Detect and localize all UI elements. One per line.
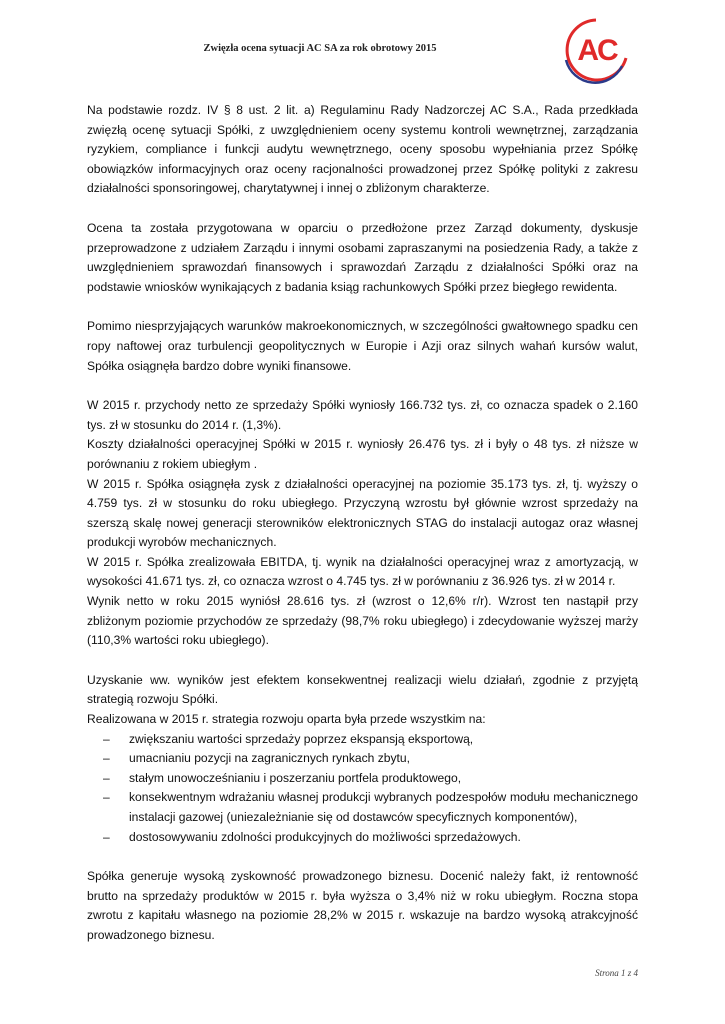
list-item (87, 788, 638, 827)
strategy-intro: Uzyskanie ww. wyników jest efektem konsekwentnej realizacji wielu działań, zgodnie z przyjętą strategią rozwoju Spółki. (87, 672, 638, 707)
header-title: Zwięzła ocena sytuacji AC SA za rok obrotowy 2015 (203, 43, 437, 54)
list-item-text: dostosowywaniu zdolności produkcyjnych do możliwości sprzedażowych. (129, 829, 521, 844)
list-item (87, 769, 638, 789)
result-net: Wynik netto w roku 2015 wyniósł 28.616 tys. zł (wzrost o 12,6% r/r). Wzrost ten nastąpił przy zbliżonym poziomie przychodów ze sprzedaży (98,7% roku ubiegłego) i zdecydowanie wyższej marży (110,3% wartości roku ubiegłego). (87, 594, 638, 648)
page-number: Strona 1 z 4 (595, 968, 638, 978)
result-revenue: W 2015 r. przychody netto ze sprzedaży Spółki wyniosły 166.732 tys. zł, co oznacza spadek o 2.160 tys. zł w stosunku do 2014 r. (1,3%). (87, 398, 638, 432)
bullet-marker: – (103, 829, 110, 844)
list-item-text: umacnianiu pozycji na zagranicznych rynkach zbytu, (129, 751, 410, 766)
strategy-lead: Realizowana w 2015 r. strategia rozwoju oparta była przede wszystkim na: (87, 712, 486, 727)
result-costs: Koszty działalności operacyjnej Spółki w 2015 r. wyniosły 26.476 tys. zł i były o 48 tys. zł niższe w porównaniu z rokiem ubiegłym . (87, 437, 638, 471)
company-logo (556, 14, 636, 84)
list-item (87, 749, 638, 769)
result-ebitda: W 2015 r. Spółka zrealizowała EBITDA, tj. wynik na działalności operacyjnej wraz z amortyzacją, w wysokości 41.671 tys. zł, co oznacza wzrost o 4.745 tys. zł w porównaniu z 36.926 tys. zł w 2014 r. (87, 554, 638, 589)
paragraph-closing: Spółka generuje wysoką zyskowność prowadzonego biznesu. Docenić należy fakt, iż rentowność brutto na sprzedaży produktów w 2015 r. była wyższa o 3,4% niż w roku ubiegłym. Roczna stopa zwrotu z kapitału własnego na poziomie 28,2% w 2015 r. wskazuje na bardzo wysoką atrakcyjność prowadzonego biznesu. (87, 869, 638, 942)
list-item-text: konsekwentnym wdrażaniu własnej produkcji wybranych podzespołów modułu mechanicznego instalacji gazowej (uniezależnianie się od dostawców specyficznych komponentów), (129, 790, 638, 824)
bullet-marker: – (103, 731, 110, 746)
document-body (87, 101, 638, 946)
bullet-marker: – (103, 790, 110, 805)
bullet-marker: – (103, 751, 110, 766)
strategy-list (87, 730, 638, 848)
paragraph-conditions: Pomimo niesprzyjających warunków makroekonomicznych, w szczególności gwałtownego spadku cen ropy naftowej oraz turbulencji geopolitycznych w Europie i Azji oraz silnych wahań kursów walut, Spółka osiągnęła bardzo dobre wyniki finansowe. (87, 319, 638, 373)
list-item (87, 730, 638, 750)
paragraph-basis: Ocena ta została przygotowana w oparciu o przedłożone przez Zarząd dokumenty, dyskusje przeprowadzone z udziałem Zarządu i innymi osobami zapraszanymi na posiedzenia Rady, a także z uwzględnieniem sprawozdań finansowych i sprawozdań Zarządu z działalności Spółki oraz na podstawie wniosków wynikających z badania ksiąg rachunkowych Spółki przez biegłego rewidenta. (87, 220, 638, 294)
logo-text: AC (577, 34, 617, 67)
list-item-text: zwiększaniu wartości sprzedaży poprzez ekspansją eksportową, (129, 731, 474, 746)
list-item-text: stałym unowocześnianiu i poszerzaniu portfela produktowego, (129, 770, 462, 785)
list-item (87, 828, 638, 848)
result-operating-profit: W 2015 r. Spółka osiągnęła zysk z działalności operacyjnej na poziomie 35.173 tys. zł, tj. wyższy o 4.759 tys. zł w stosunku do roku ubiegłego. Przyczyną wzrostu był głównie wzrost sprzedaży na szerszą skalę nowej generacji sterowników elektronicznych STAG do instalacji autogaz oraz własnej produkcji wyrobów mechanicznych. (87, 476, 638, 550)
paragraph-intro: Na podstawie rozdz. IV § 8 ust. 2 lit. a) Regulaminu Rady Nadzorczej AC S.A., Rada przedkłada zwięzłą ocenę sytuacji Spółki, z uwzględnieniem oceny systemu kontroli wewnętrznej, zarządzania ryzykiem, compliance i funkcji audytu wewnętrznego, oceny sposobu wypełniania przez Spółkę obowiązków informacyjnych oraz oceny racjonalności prowadzonej przez Spółkę polityki z zakresu działalności sponsoringowej, charytatywnej i innej o zbliżonym charakterze. (87, 103, 638, 196)
bullet-marker: – (103, 770, 110, 785)
